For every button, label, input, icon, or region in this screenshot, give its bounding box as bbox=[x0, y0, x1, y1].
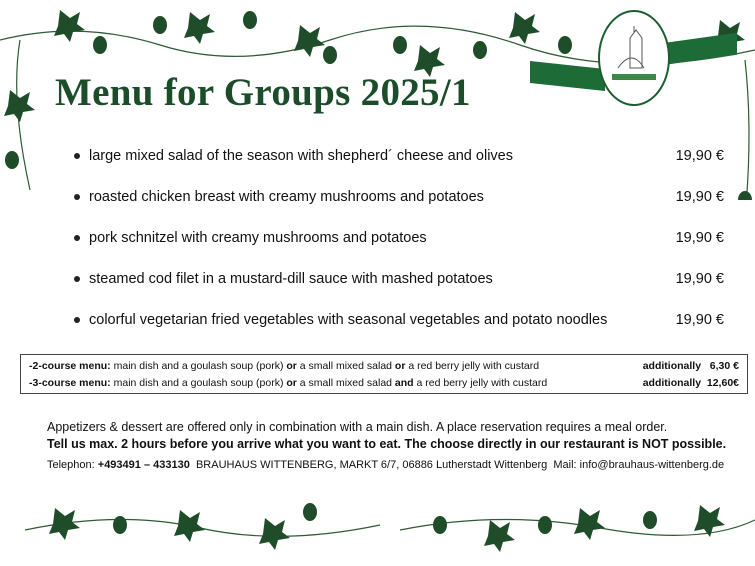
course-text: main dish and a goulash soup (pork) bbox=[110, 360, 287, 372]
menu-item bbox=[74, 271, 724, 287]
course-text: a red berry jelly with custard bbox=[405, 360, 540, 372]
menu-item bbox=[74, 230, 724, 246]
dish-name: steamed cod filet in a mustard-dill sauce with mashed potatoes bbox=[89, 271, 493, 287]
dish-name: colorful vegetarian fried vegetables with seasonal vegetables and potato noodles bbox=[89, 312, 608, 328]
hop-vine-decoration-bottom bbox=[0, 490, 755, 566]
course-conj: or bbox=[394, 360, 406, 372]
brauhaus-logo bbox=[598, 10, 670, 106]
course-surcharge: additionally 12,60€ bbox=[642, 377, 739, 389]
menu-item bbox=[74, 312, 724, 328]
bullet-icon bbox=[74, 235, 80, 241]
page-title: Menu for Groups 2025/1 bbox=[55, 71, 471, 114]
address-mail: BRAUHAUS WITTENBERG, MARKT 6/7, 06886 Lutherstadt Wittenberg Mail: info@brauhaus-wittenberg.de bbox=[189, 459, 725, 471]
course-row-2 bbox=[29, 360, 739, 372]
bullet-icon bbox=[74, 317, 80, 323]
dish-price: 19,90 € bbox=[675, 230, 724, 246]
course-text: a small mixed salad bbox=[296, 360, 395, 372]
course-text: main dish and a goulash soup (pork) bbox=[110, 377, 287, 389]
dish-name: roasted chicken breast with creamy mushrooms and potatoes bbox=[89, 189, 484, 205]
course-conj: or bbox=[286, 377, 297, 389]
dish-price: 19,90 € bbox=[675, 148, 724, 164]
note-appetizers: Appetizers & dessert are offered only in combination with a main dish. A place reservation requires a meal order. bbox=[47, 420, 668, 434]
note-order-deadline: Tell us max. 2 hours before you arrive what you want to eat. The choose directly in our restaurant is NOT possible. bbox=[47, 437, 727, 451]
church-tower-icon bbox=[600, 12, 668, 104]
dish-price: 19,90 € bbox=[675, 189, 724, 205]
dish-name: large mixed salad of the season with shepherd´ cheese and olives bbox=[89, 148, 513, 164]
bullet-icon bbox=[74, 194, 80, 200]
course-surcharge: additionally 6,30 € bbox=[642, 360, 739, 372]
bullet-icon bbox=[74, 153, 80, 159]
menu-item bbox=[74, 189, 724, 205]
course-conj: or bbox=[286, 360, 297, 372]
dish-price: 19,90 € bbox=[675, 271, 724, 287]
course-text: a red berry jelly with custard bbox=[413, 377, 548, 389]
course-text: a small mixed salad bbox=[296, 377, 395, 389]
phone-label: Telephon: bbox=[47, 459, 98, 471]
menu-item bbox=[74, 148, 724, 164]
dish-name: pork schnitzel with creamy mushrooms and potatoes bbox=[89, 230, 427, 246]
phone-number: +493491 – 433130 bbox=[97, 459, 190, 471]
course-row-3 bbox=[29, 377, 739, 389]
course-options-box bbox=[20, 354, 748, 394]
course-label: -2-course menu: bbox=[29, 360, 111, 372]
contact-line bbox=[47, 459, 724, 471]
dish-price: 19,90 € bbox=[675, 312, 724, 328]
bullet-icon bbox=[74, 276, 80, 282]
course-label: -3-course menu: bbox=[29, 377, 111, 389]
course-conj: and bbox=[394, 377, 414, 389]
